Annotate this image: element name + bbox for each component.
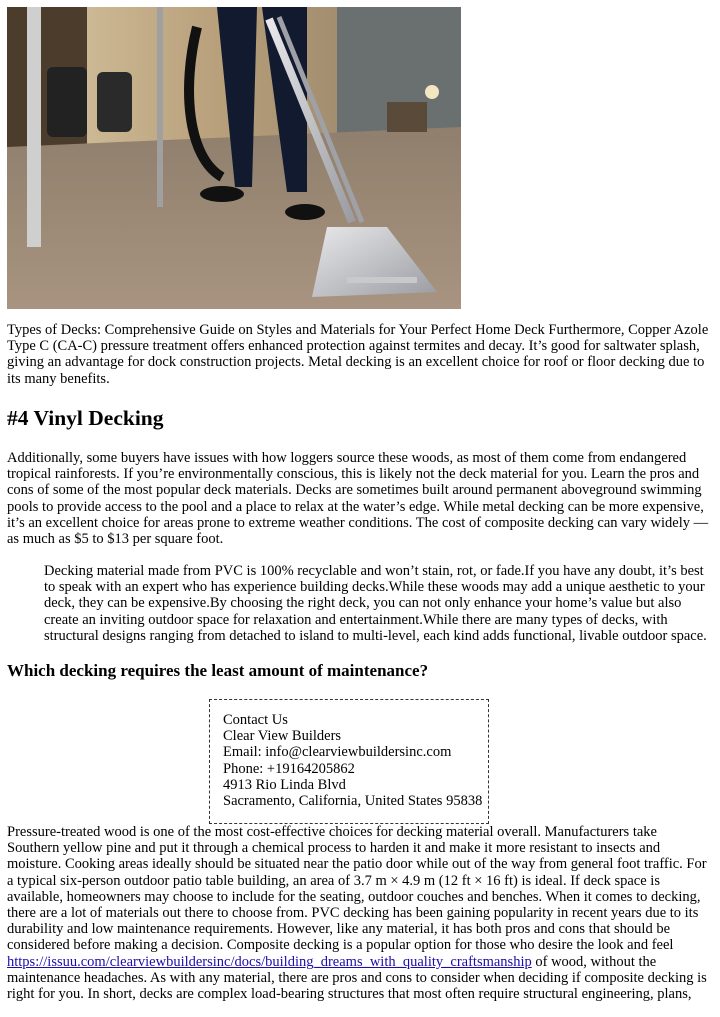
contact-box [209, 699, 489, 824]
contact-city: Sacramento, California, United States 95838 [223, 793, 483, 810]
pvc-blockquote: Decking material made from PVC is 100% recyclable and won’t stain, rot, or fade.If you have any doubt, it’s best to speak with an expert who has experience building decks.While these woods may add a unique aesthetic to your deck, they can be expensive.By choosing the right deck, you can not only enhance your home’s value but also create an inviting outdoor space for relaxation and entertainment.While there are many types of decks, with structural designs ranging from detached to island to multi-level, each kind adds functional, livable outdoor space. [44, 563, 707, 644]
pressure-treated-paragraph [7, 824, 711, 1002]
contact-company: Clear View Builders [223, 728, 342, 745]
carpet-cleaning-illustration [7, 7, 461, 309]
maintenance-heading: Which decking requires the least amount of maintenance? [7, 661, 429, 680]
contact-title: Contact Us [223, 712, 288, 728]
paragraph-text-after-link: of wood, without the maintenance headaches. As with any material, there are pros and cons to consider when deciding if composite decking is right for you. In short, decks are complex load-bearing structures that most often require structural engineering, plans, [7, 953, 707, 1003]
contact-email: Email: info@clearviewbuildersinc.com [223, 744, 452, 761]
contact-street: 4913 Rio Linda Blvd [223, 776, 346, 793]
contact-phone: Phone: +19164205862 [223, 760, 355, 777]
intro-paragraph: Types of Decks: Comprehensive Guide on Styles and Materials for Your Perfect Home Deck Furthermore, Copper Azole Type C (CA-C) pressure treatment offers enhanced protection against termites and decay. It’s good for saltwater splash, giving an advantage for dock construction projects. Metal decking is an excellent choice for roof or floor decking due to its many benefits. [7, 322, 709, 387]
issuu-link[interactable]: https://issuu.com/clearviewbuildersinc/docs/building_dreams_with_quality_craftsmanship [7, 953, 532, 970]
vinyl-decking-heading: #4 Vinyl Decking [7, 406, 164, 430]
paragraph-text-before-link: Pressure-treated wood is one of the most cost-effective choices for decking material overall. Manufacturers take Southern yellow pine and put it through a chemical process to harden it and make it more resistant to insects and moisture. Cooking areas ideally should be situated near the patio door while out of the way from general foot traffic. For a typical six-person outdoor patio table building, an area of 3.7 m × 4.9 m (12 ft × 16 ft) is ideal. If deck space is available, homeowners may choose to include for the seating, outdoor couches and benches. When it comes to decking, there are a lot of materials out there to choose from. PVC decking has been gaining popularity in recent years due to its durability and low maintenance requirements. However, like any material, it has both pros and cons that should be considered before making a decision. Composite decking is a popular option for those who desire the look and feel [7, 824, 707, 954]
carpet-cleaning-photo [7, 7, 461, 309]
sourcing-paragraph: Additionally, some buyers have issues with how loggers source these woods, as most of them come from endangered tropical rainforests. If you’re environmentally conscious, this is likely not the deck material for you. Learn the pros and cons of some of the most popular deck materials. Decks are sometimes built around permanent aboveground swimming pools to provide access to the pool and a place to relax at the water’s edge. While metal decking can be more expensive, it’s an excellent choice for areas prone to extreme weather conditions. The cost of composite decking can vary widely — as much as $5 to $13 per square foot. [7, 450, 709, 548]
